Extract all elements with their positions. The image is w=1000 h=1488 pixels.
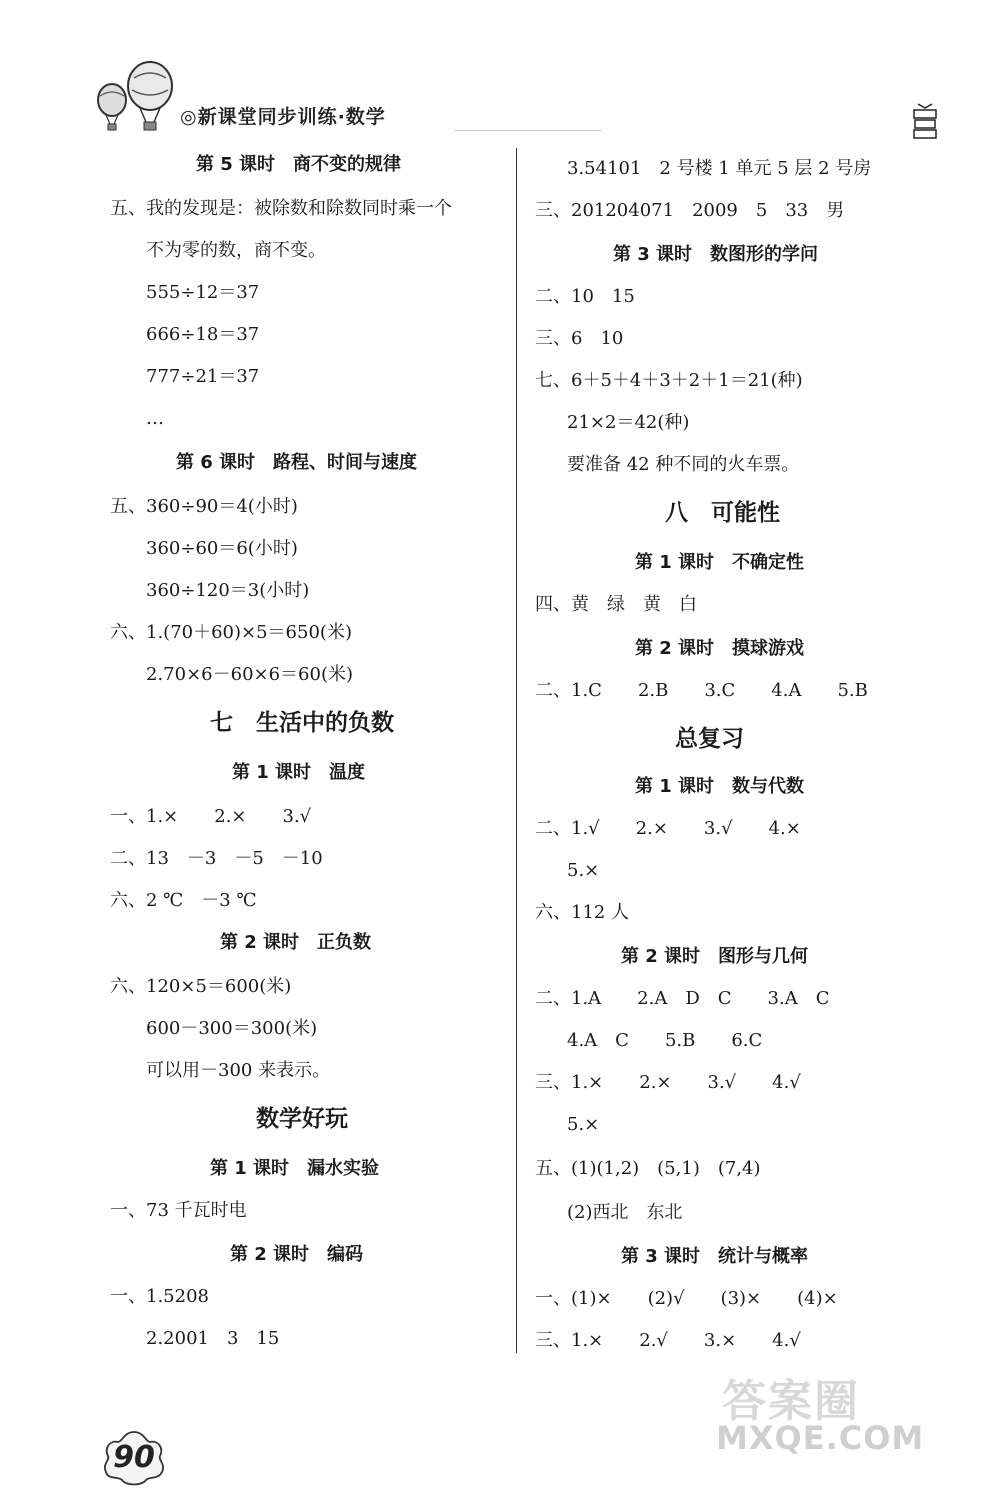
answer-line: 五、(1)(1,2) (5,1) (7,4)	[535, 1158, 761, 1179]
chapter-heading: 数学好玩	[256, 1106, 348, 1132]
lesson-heading: 第 6 课时 路程、时间与速度	[176, 452, 418, 473]
answer-line: 六、1.(70＋60)×5＝650(米)	[110, 622, 352, 643]
watermark	[712, 1365, 972, 1465]
lesson-heading: 第 2 课时 摸球游戏	[635, 638, 805, 659]
lesson-heading: 第 3 课时 数图形的学问	[613, 244, 819, 265]
answer-line: 360÷120＝3(小时)	[146, 580, 310, 601]
answer-line: 一、1.× 2.× 3.√	[110, 806, 312, 827]
watermark-cn: 答案圈	[722, 1376, 860, 1427]
page-header	[88, 60, 968, 140]
answer-line: 不为零的数，商不变。	[146, 240, 326, 261]
answer-line: 777÷21＝37	[146, 366, 260, 387]
answer-line: 2.2001 3 15	[146, 1328, 280, 1349]
answer-line: 六、2 ℃ －3 ℃	[110, 890, 257, 911]
answer-line: 六、112 人	[535, 902, 630, 923]
answer-line: 一、1.5208	[110, 1286, 209, 1307]
lesson-heading: 第 5 课时 商不变的规律	[196, 154, 402, 175]
lesson-heading: 第 2 课时 编码	[230, 1244, 364, 1265]
answer-line: 五、我的发现是：被除数和除数同时乘一个	[110, 198, 452, 219]
lesson-heading: 第 1 课时 温度	[232, 762, 366, 783]
answer-line: 二、1.A 2.A D C 3.A C	[535, 988, 830, 1009]
watermark-en: MXQE.COM	[716, 1419, 925, 1457]
book-stack-icon	[912, 100, 938, 140]
answer-line: 可以用－300 来表示。	[146, 1060, 331, 1081]
page-number-badge	[100, 1428, 168, 1488]
answer-line: 五、360÷90＝4(小时)	[110, 496, 298, 517]
answer-line: 二、1.C 2.B 3.C 4.A 5.B	[535, 680, 868, 701]
answer-line: 二、13 －3 －5 －10	[110, 848, 323, 869]
answer-line: 四、黄 绿 黄 白	[535, 594, 697, 615]
answer-line: 一、(1)× (2)√ (3)× (4)×	[535, 1288, 838, 1309]
answer-line: 要准备 42 种不同的火车票。	[567, 454, 800, 475]
chapter-heading: 总复习	[675, 726, 744, 752]
answer-line: 666÷18＝37	[146, 324, 260, 345]
answer-line: 4.A C 5.B 6.C	[567, 1030, 763, 1051]
header-rule	[88, 130, 968, 131]
lesson-heading: 第 1 课时 漏水实验	[210, 1158, 380, 1179]
answer-line: 5.×	[567, 1114, 600, 1135]
answer-line: 5.×	[567, 860, 600, 881]
answer-line: 三、6 10	[535, 328, 624, 349]
answer-line: …	[146, 408, 164, 429]
answer-line: 六、120×5＝600(米)	[110, 976, 292, 997]
lesson-heading: 第 1 课时 不确定性	[635, 552, 805, 573]
answer-line: 二、1.√ 2.× 3.√ 4.×	[535, 818, 801, 839]
chapter-heading: 七 生活中的负数	[210, 710, 394, 736]
answer-line: 3.54101 2 号楼 1 单元 5 层 2 号房	[567, 158, 872, 179]
lesson-heading: 第 2 课时 正负数	[220, 932, 372, 953]
answer-line: 2.70×6－60×6＝60(米)	[146, 664, 353, 685]
page-number: 90	[113, 1440, 155, 1475]
answer-line: (2)西北 东北	[567, 1202, 683, 1223]
series-title: ◎新课堂同步训练·数学	[180, 106, 386, 128]
lesson-heading: 第 3 课时 统计与概率	[621, 1246, 809, 1267]
answer-line: 二、10 15	[535, 286, 635, 307]
chapter-heading: 八 可能性	[665, 500, 780, 526]
column-divider	[516, 148, 517, 1353]
answer-line: 七、6＋5＋4＋3＋2＋1＝21(种)	[535, 370, 803, 391]
answer-line: 一、73 千瓦时电	[110, 1200, 247, 1221]
answer-line: 三、1.× 2.× 3.√ 4.√	[535, 1072, 801, 1093]
answer-line: 360÷60＝6(小时)	[146, 538, 298, 559]
lesson-heading: 第 2 课时 图形与几何	[621, 946, 809, 967]
answer-line: 600－300＝300(米)	[146, 1018, 318, 1039]
lesson-heading: 第 1 课时 数与代数	[635, 776, 805, 797]
answer-line: 三、1.× 2.√ 3.× 4.√	[535, 1330, 801, 1351]
answer-line: 21×2＝42(种)	[567, 412, 690, 433]
answer-line: 555÷12＝37	[146, 282, 260, 303]
answer-line: 三、201204071 2009 5 33 男	[535, 200, 845, 221]
